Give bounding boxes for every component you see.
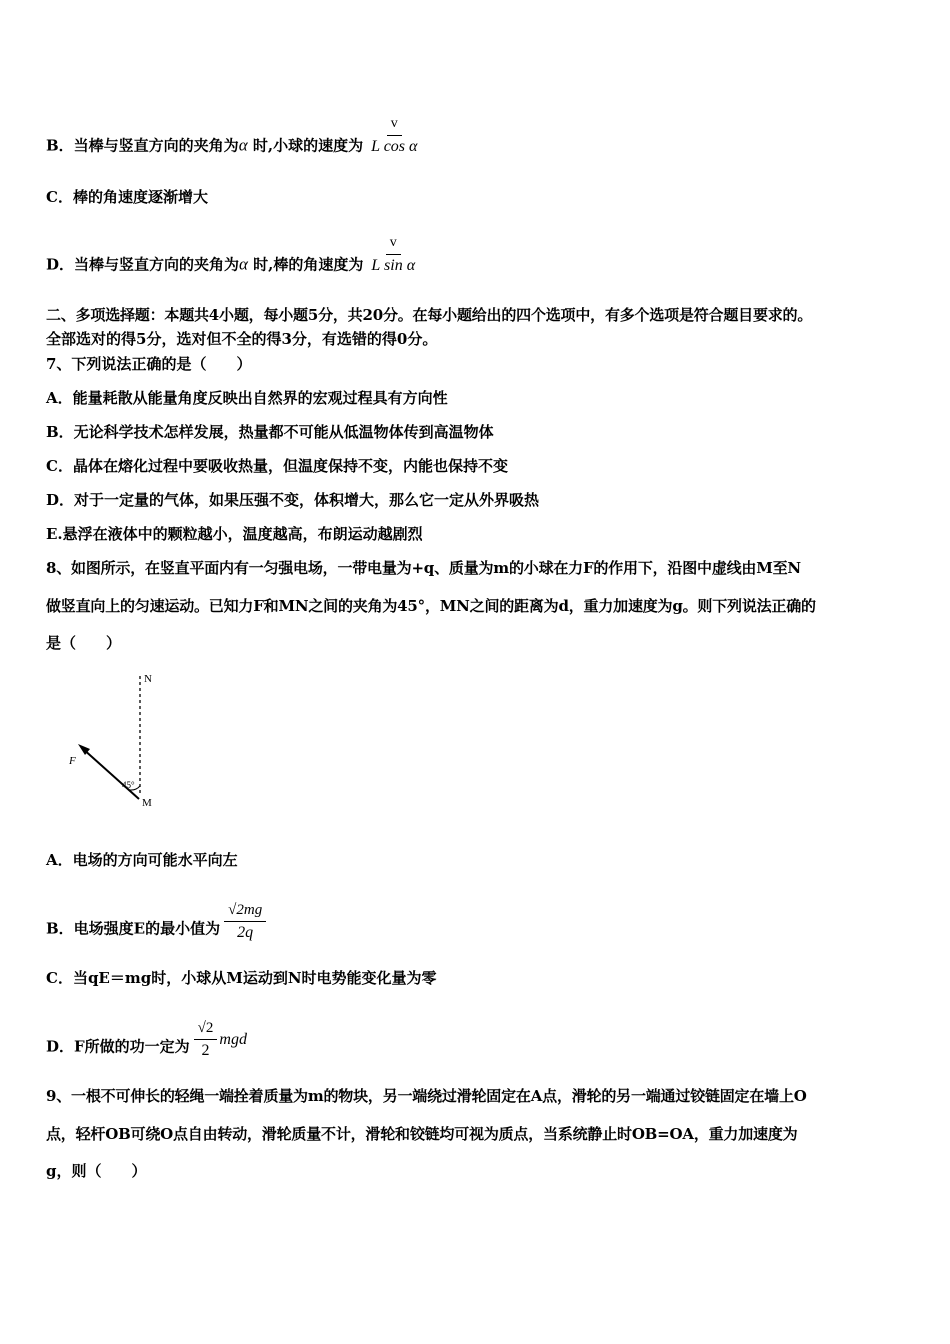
alpha-symbol: α — [239, 254, 248, 274]
fraction-sqrt2-over-2 — [194, 1019, 218, 1060]
q6-option-b-text: B．当棒与竖直方向的夹角为 — [46, 136, 239, 155]
fraction-denominator: L cos α — [371, 138, 418, 155]
q6-option-c: C．棒的角速度逐渐增大 — [46, 188, 208, 206]
label-m: M — [142, 797, 152, 809]
q9-line2: 点，轻杆OB可绕O点自由转动，滑轮质量不计，滑轮和铰链均可视为质点，当系统静止时OB=OA，重力加速度为 — [46, 1125, 798, 1143]
q7-option-a: A．能量耗散从能量角度反映出自然界的宏观过程具有方向性 — [46, 389, 448, 407]
q8-option-d-text: D．F所做的功一定为 — [46, 1037, 190, 1056]
q7-option-e: E.悬浮在液体中的颗粒越小，温度越高，布朗运动越剧烈 — [46, 525, 423, 543]
q8-option-c: C．当qE＝mg时，小球从M运动到N时电势能变化量为零 — [46, 969, 437, 987]
fraction-numerator: v — [386, 234, 401, 255]
q7-stem: 7、下列说法正确的是（ ） — [46, 355, 252, 373]
q8-figure — [60, 668, 170, 813]
fraction-sqrt2mg-over-2q — [224, 901, 266, 942]
q8-stem-line3: 是（ ） — [46, 634, 122, 652]
q8-option-a: A．电场的方向可能水平向左 — [46, 851, 238, 869]
q8-stem-line2: 做竖直向上的匀速运动。已知力F和MN之间的夹角为45°，MN之间的距离为d，重力加速度为g。则下列说法正确的 — [46, 597, 816, 615]
alpha-symbol: α — [238, 135, 248, 155]
force-arrow-line — [82, 748, 139, 799]
q7-option-b: B．无论科学技术怎样发展，热量都不可能从低温物体传到高温物体 — [46, 423, 494, 441]
q9-line3: g，则（ ） — [46, 1162, 147, 1180]
fraction-denominator: 2q — [237, 924, 254, 941]
q8-option-d — [46, 1020, 247, 1068]
fraction-numerator: √2mg — [224, 901, 266, 922]
fraction-v-over-lsin — [367, 234, 419, 275]
fraction-numerator: √2 — [194, 1019, 218, 1040]
fraction-denominator: 2 — [201, 1042, 210, 1059]
q6-option-d-mid: 时,棒的角速度为 — [247, 255, 364, 274]
q9-line1: 9、一根不可伸长的轻绳一端拴着质量为m的物块，另一端绕过滑轮固定在A点，滑轮的另一端通过铰链固定在墙上O — [46, 1087, 807, 1105]
section2-line2: 全部选对的得5分，选对但不全的得3分，有选错的得0分。 — [46, 330, 438, 348]
q8-option-b — [46, 902, 266, 950]
q8-option-b-text: B．电场强度E的最小值为 — [46, 919, 221, 938]
fraction-v-over-lcos — [367, 115, 421, 156]
q8-option-d-tail: mgd — [219, 1030, 247, 1048]
q6-option-b — [46, 116, 421, 167]
label-angle: 45° — [122, 780, 135, 790]
q6-option-d-text: D．当棒与竖直方向的夹角为 — [46, 255, 240, 274]
label-f: F — [69, 755, 76, 767]
section2-line1: 二、多项选择题：本题共4小题，每小题5分，共20分。在每小题给出的四个选项中，有多个选项是符合题目要求的。 — [46, 306, 813, 324]
q7-option-c: C．晶体在熔化过程中要吸收热量，但温度保持不变，内能也保持不变 — [46, 457, 508, 475]
q6-option-d — [46, 235, 419, 286]
fraction-denominator: L sin α — [371, 257, 416, 274]
q7-option-d: D．对于一定量的气体，如果压强不变，体积增大，那么它一定从外界吸热 — [46, 491, 540, 509]
q6-option-b-mid: 时,小球的速度为 — [247, 136, 364, 155]
q8-stem-line1: 8、如图所示，在竖直平面内有一匀强电场，一带电量为+q、质量为m的小球在力F的作用下，沿图中虚线由M至N — [46, 559, 801, 577]
label-n: N — [144, 673, 152, 685]
fraction-numerator: v — [387, 115, 402, 136]
